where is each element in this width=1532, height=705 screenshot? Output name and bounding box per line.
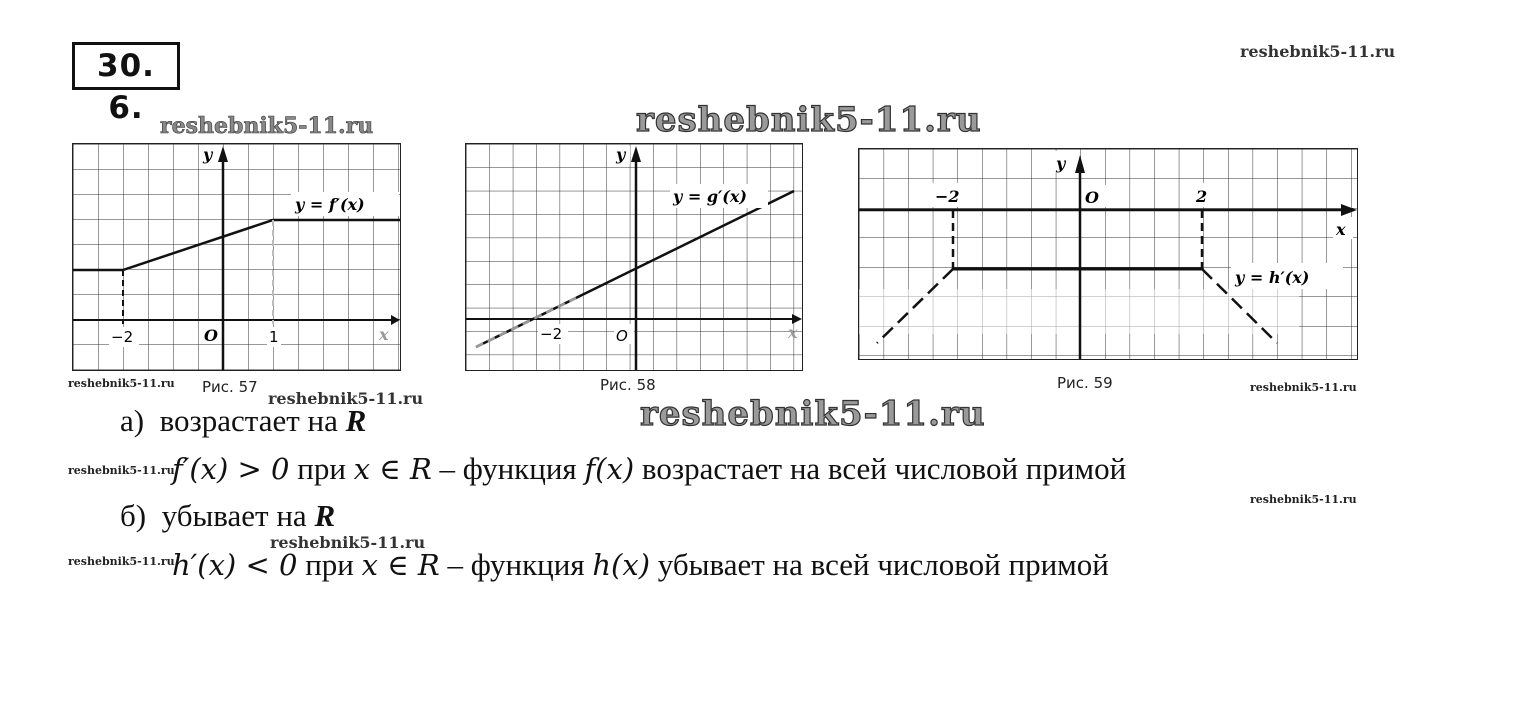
function-label: y = g′(x) (673, 187, 747, 206)
origin-label: O (204, 326, 218, 345)
watermark: reshebnik5-11.ru (270, 533, 426, 552)
watermark: reshebnik5-11.ru (1250, 381, 1357, 394)
answer-a-label: а) (120, 403, 145, 438)
watermark: reshebnik5-11.ru (636, 100, 982, 140)
word-pri: при (305, 547, 354, 582)
figure-caption: Рис. 57 (202, 378, 258, 396)
axis-x-label: x (1336, 220, 1346, 239)
function-label: y = f′(x) (295, 195, 365, 214)
answer-b-conclusion: убывает на всей числовой примой (657, 547, 1109, 582)
tick-label: −2 (935, 187, 960, 206)
watermark: reshebnik5-11.ru (268, 389, 424, 408)
figure-58 (465, 143, 803, 371)
axis-x-label: x (379, 325, 389, 344)
function-f: f(x) (584, 452, 635, 486)
function-label: y = h′(x) (1235, 268, 1310, 287)
condition: x ∈ R (361, 548, 440, 582)
origin-label: O (616, 327, 628, 345)
watermark: reshebnik5-11.ru (68, 555, 175, 568)
watermark: reshebnik5-11.ru (68, 464, 175, 477)
word-pri: при (297, 451, 346, 486)
answer-a-conclusion: возрастает на всей числовой примой (641, 451, 1127, 486)
axis-y-label: y (203, 145, 213, 164)
answer-a-set: R (345, 403, 367, 438)
condition: x ∈ R (353, 452, 432, 486)
watermark: reshebnik5-11.ru (640, 394, 986, 434)
watermark: reshebnik5-11.ru (68, 377, 175, 390)
tick-label: 1 (269, 328, 279, 346)
answer-b-heading (120, 498, 335, 534)
h-prime-inequality: h′(x) < 0 (172, 548, 298, 582)
graph-g-prime (466, 144, 802, 370)
answer-b-text: убывает на (161, 498, 307, 533)
watermark: reshebnik5-11.ru (1250, 493, 1357, 506)
watermark: reshebnik5-11.ru (1240, 42, 1396, 61)
origin-label: O (1085, 188, 1099, 207)
dash-function: – функция (447, 547, 585, 582)
answer-b-label: б) (120, 498, 147, 533)
graph-h-prime (859, 149, 1357, 359)
axis-y-label: y (1056, 154, 1066, 173)
function-h: h(x) (592, 548, 651, 582)
figure-caption: Рис. 58 (600, 376, 656, 394)
axis-x-label: x (788, 323, 798, 342)
answer-a-explanation (172, 451, 1126, 487)
tick-label: −2 (111, 328, 134, 346)
figure-caption: Рис. 59 (1057, 374, 1113, 392)
axis-y-label: y (616, 145, 626, 164)
answer-a-heading (120, 403, 366, 439)
answer-a-text: возрастает на (159, 403, 338, 438)
figure-59 (858, 148, 1358, 360)
figure-57 (72, 143, 401, 371)
watermark: reshebnik5-11.ru (160, 113, 374, 139)
dash-function: – функция (439, 451, 577, 486)
problem-number: 30. 6. (72, 42, 180, 90)
answer-b-explanation (172, 547, 1109, 583)
graph-f-prime (73, 144, 400, 370)
answer-b-set: R (314, 498, 336, 533)
tick-label: −2 (540, 325, 563, 343)
f-prime-inequality: f′(x) > 0 (172, 452, 290, 486)
tick-label: 2 (1196, 187, 1208, 206)
